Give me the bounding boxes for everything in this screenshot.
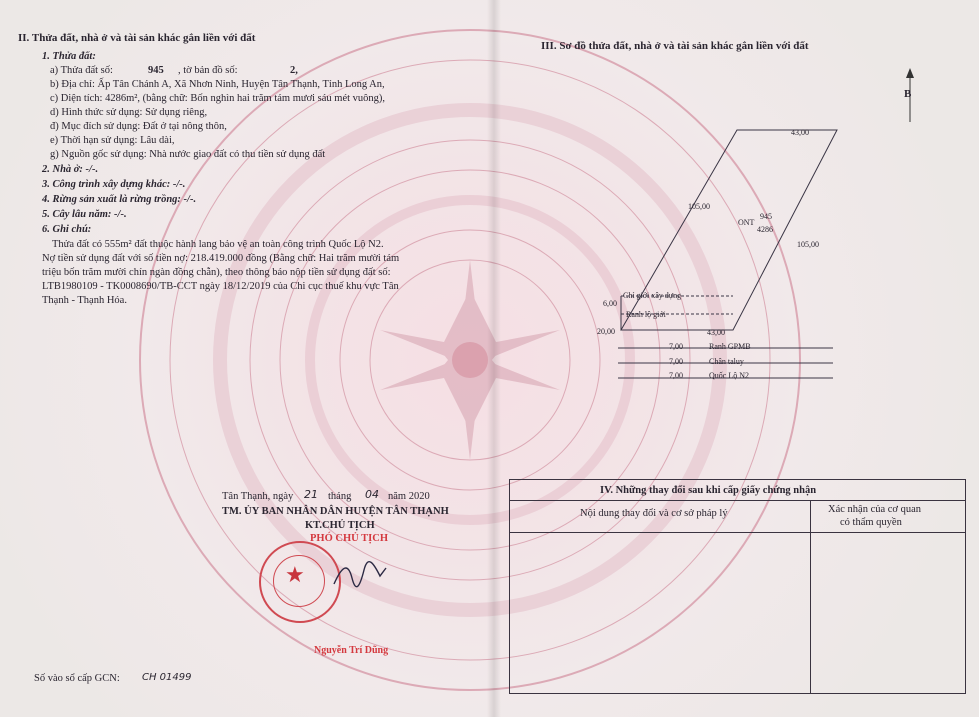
map-number: 2, (290, 65, 298, 76)
strip-value: 7,00 (669, 357, 683, 366)
date-place: Tân Thạnh, ngày (222, 491, 294, 502)
dim-6: 6,00 (603, 299, 617, 308)
date-day: 21 (304, 488, 318, 501)
official-seal (259, 541, 341, 623)
registry-value: CH 01499 (142, 672, 192, 683)
strip-label: Quốc Lộ N2 (709, 371, 749, 380)
dim-left: 105,00 (688, 202, 710, 211)
dim-right: 105,00 (797, 240, 819, 249)
boundary-lot: Ranh lộ giới (626, 310, 666, 319)
signature-scribble (330, 556, 390, 592)
land-code: ONT (738, 218, 755, 227)
registry-label: Số vào sổ cấp GCN: (34, 673, 120, 684)
role-line: KT.CHỦ TỊCH (305, 520, 375, 531)
dim-20: 20,00 (597, 327, 615, 336)
note-line: LTB1980109 - TK0008690/TB-CCT ngày 18/12/2019 của Chi cục thuế khu vực Tân (42, 281, 399, 292)
strip-label: Chân taluy (709, 357, 744, 366)
note-line: Thửa đất có 555m² đất thuộc hành lang bảo vệ an toàn công trình Quốc Lộ N2. (52, 239, 384, 250)
dim-top: 43,00 (791, 128, 809, 137)
changes-title: IV. Những thay đổi sau khi cấp giấy chứng nhận (600, 485, 817, 496)
notes-heading: 6. Ghi chú: (42, 224, 92, 235)
month-label: tháng (328, 491, 352, 502)
area-line: c) Diện tích: 4286m², (bằng chữ: Bốn nghìn hai trăm tám mươi sáu mét vuông), (50, 93, 386, 104)
dim-bottom: 43,00 (707, 328, 725, 337)
parcel-label: a) Thửa đất số: (50, 65, 113, 76)
section-ii-title: II. Thửa đất, nhà ở và tài sản khác gắn liền với đất (18, 32, 256, 44)
page-fold (487, 0, 501, 717)
signer-name: Nguyễn Trí Dũng (314, 645, 389, 656)
changes-col2-line2: có thẩm quyền (840, 517, 902, 528)
year-label: năm 2020 (388, 491, 430, 502)
strip-label: Ranh GPMB (709, 342, 751, 351)
strip-value: 7,00 (669, 371, 683, 380)
date-month: 04 (365, 488, 379, 501)
house-line: 2. Nhà ở: -/-. (42, 164, 99, 175)
usage-form-line: d) Hình thức sử dụng: Sử dụng riêng, (50, 107, 208, 118)
note-line: Thạnh - Thạnh Hóa. (42, 295, 127, 306)
strip-value: 7,00 (669, 342, 683, 351)
construction-line: 3. Công trình xây dựng khác: -/-. (42, 179, 186, 190)
parcel-area-label: 4286 (757, 225, 773, 234)
north-label: B (904, 88, 912, 100)
trees-line: 5. Cây lâu năm: -/-. (42, 209, 127, 220)
map-label: , tờ bản đồ số: (178, 65, 238, 76)
deputy-title: PHÓ CHỦ TỊCH (310, 533, 388, 544)
parcel-number: 945 (148, 65, 164, 76)
star-icon: ★ (285, 562, 305, 587)
changes-col1: Nội dung thay đổi và cơ sở pháp lý (580, 508, 728, 519)
origin-line: g) Nguồn gốc sử dụng: Nhà nước giao đất có thu tiền sử dụng đất (50, 149, 326, 160)
term-line: e) Thời hạn sử dụng: Lâu dài, (50, 135, 175, 146)
forest-line: 4. Rừng sản xuất là rừng trồng: -/-. (42, 194, 197, 205)
boundary-build: Chỉ giới xây dựng (623, 291, 682, 300)
changes-col2-line1: Xác nhận của cơ quan (828, 504, 922, 515)
note-line: Nợ tiền sử dụng đất với số tiền nợ: 218.419.000 đồng (Bằng chữ: Hai trăm mười tám (42, 253, 400, 264)
changes-table (509, 479, 966, 694)
note-line: triệu bốn trăm mười chín ngàn đồng chẵn), theo thông báo nộp tiền sử dụng đất số: (42, 267, 391, 278)
address-line: b) Địa chỉ: Ấp Tân Chánh A, Xã Nhơn Ninh, Huyện Tân Thạnh, Tỉnh Long An, (50, 79, 385, 90)
purpose-line: đ) Mục đích sử dụng: Đất ở tại nông thôn, (50, 121, 227, 132)
parcel-no-label: 945 (760, 212, 772, 221)
section-iii-title: III. Sơ đồ thửa đất, nhà ở và tài sản khác gắn liền với đất (541, 40, 809, 52)
org-line: TM. ỦY BAN NHÂN DÂN HUYỆN TÂN THẠNH (222, 506, 449, 517)
land-heading: 1. Thửa đất: (42, 51, 96, 62)
